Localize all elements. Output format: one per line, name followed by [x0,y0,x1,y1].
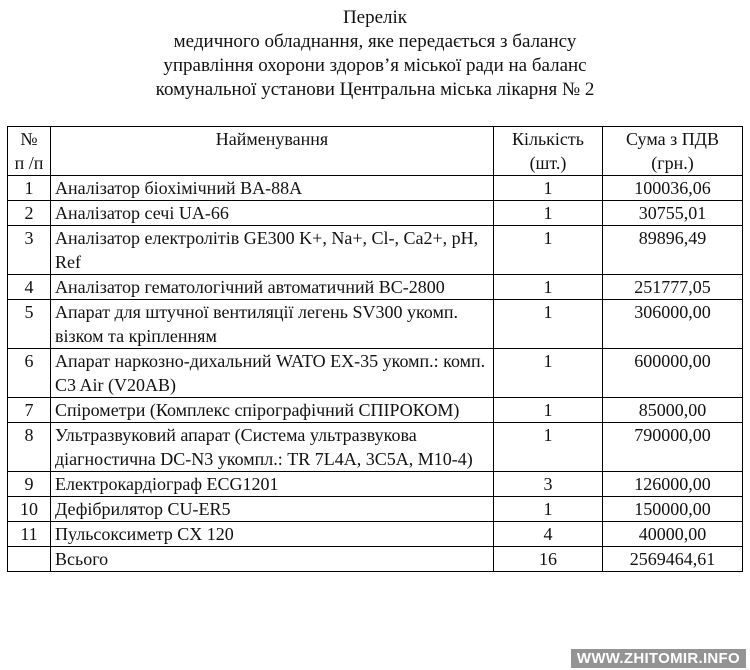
row-number: 9 [8,472,51,497]
row-sum: 150000,00 [603,497,743,522]
total-quantity: 16 [494,547,603,572]
row-sum: 306000,00 [603,300,743,349]
table-header-row [8,127,743,176]
row-quantity: 1 [494,398,603,423]
table-row [8,176,743,201]
row-sum: 40000,00 [603,522,743,547]
row-name: Дефібрилятор CU-ER5 [51,497,494,522]
row-name: Апарат для штучної вентиляції легень SV300 укомп. візком та кріпленням [51,300,494,349]
title-line: комунальної установи Центральна міська лікарня № 2 [155,79,595,100]
table-row [8,275,743,300]
row-sum: 30755,01 [603,201,743,226]
row-name: Пульсоксиметр CX 120 [51,522,494,547]
row-sum: 100036,06 [603,176,743,201]
header-sum [603,127,743,176]
header-number-line1: № [20,129,38,149]
table-row [8,300,743,349]
header-number-line2: п /п [14,153,44,173]
title-line: медичного обладнання, яке передається з балансу [173,31,577,52]
total-label: Всього [51,547,494,572]
row-quantity: 1 [494,349,603,398]
row-sum: 126000,00 [603,472,743,497]
row-quantity: 3 [494,472,603,497]
row-sum: 85000,00 [603,398,743,423]
title-line: управління охорони здоров’я міської ради на баланс [163,55,587,76]
row-sum: 251777,05 [603,275,743,300]
total-number [8,547,51,572]
row-name: Аналізатор електролітів GE300 K+, Na+, Cl-, Ca2+, pH, Ref [51,226,494,275]
row-name: Ультразвуковий апарат (Система ультразвукова діагностична DC-N3 укомпл.: TR 7L4A, 3C5A, M10-4) [51,423,494,472]
row-quantity: 1 [494,423,603,472]
row-name: Аналізатор біохімічний BA-88A [51,176,494,201]
row-number: 11 [8,522,51,547]
row-name: Спірометри (Комплекс спірографічний СПІРОКОМ) [51,398,494,423]
equipment-table [7,126,743,572]
total-row [8,547,743,572]
total-sum: 2569464,61 [603,547,743,572]
header-sum-line2: (грн.) [651,153,694,173]
table-row [8,472,743,497]
table-row [8,522,743,547]
document-title [0,6,750,102]
header-sum-line1: Сума з ПДВ [626,129,719,149]
table-row [8,423,743,472]
header-quantity-line1: Кількість [511,129,584,149]
row-quantity: 1 [494,176,603,201]
table-row [8,398,743,423]
row-name: Аналізатор гематологічний автоматичний BC-2800 [51,275,494,300]
row-number: 3 [8,226,51,275]
table-row [8,201,743,226]
row-sum: 600000,00 [603,349,743,398]
header-name: Найменування [51,127,494,176]
title-line: Перелік [342,7,408,28]
row-name: Апарат наркозно-дихальний WATO EX-35 укомп.: комп. C3 Air (V20AB) [51,349,494,398]
row-number: 10 [8,497,51,522]
row-number: 8 [8,423,51,472]
row-number: 5 [8,300,51,349]
row-quantity: 1 [494,275,603,300]
row-quantity: 1 [494,300,603,349]
site-watermark: WWW.ZHITOMIR.INFO [571,649,746,668]
row-sum: 790000,00 [603,423,743,472]
table-row [8,226,743,275]
row-sum: 89896,49 [603,226,743,275]
header-number [8,127,51,176]
header-quantity [494,127,603,176]
row-quantity: 1 [494,497,603,522]
row-number: 4 [8,275,51,300]
row-quantity: 1 [494,201,603,226]
row-quantity: 1 [494,226,603,275]
row-number: 2 [8,201,51,226]
table-row [8,497,743,522]
row-name: Аналізатор сечі UA-66 [51,201,494,226]
row-number: 7 [8,398,51,423]
row-name: Електрокардіограф ECG1201 [51,472,494,497]
row-number: 1 [8,176,51,201]
row-number: 6 [8,349,51,398]
row-quantity: 4 [494,522,603,547]
table-row [8,349,743,398]
header-quantity-line2: (шт.) [529,153,567,173]
